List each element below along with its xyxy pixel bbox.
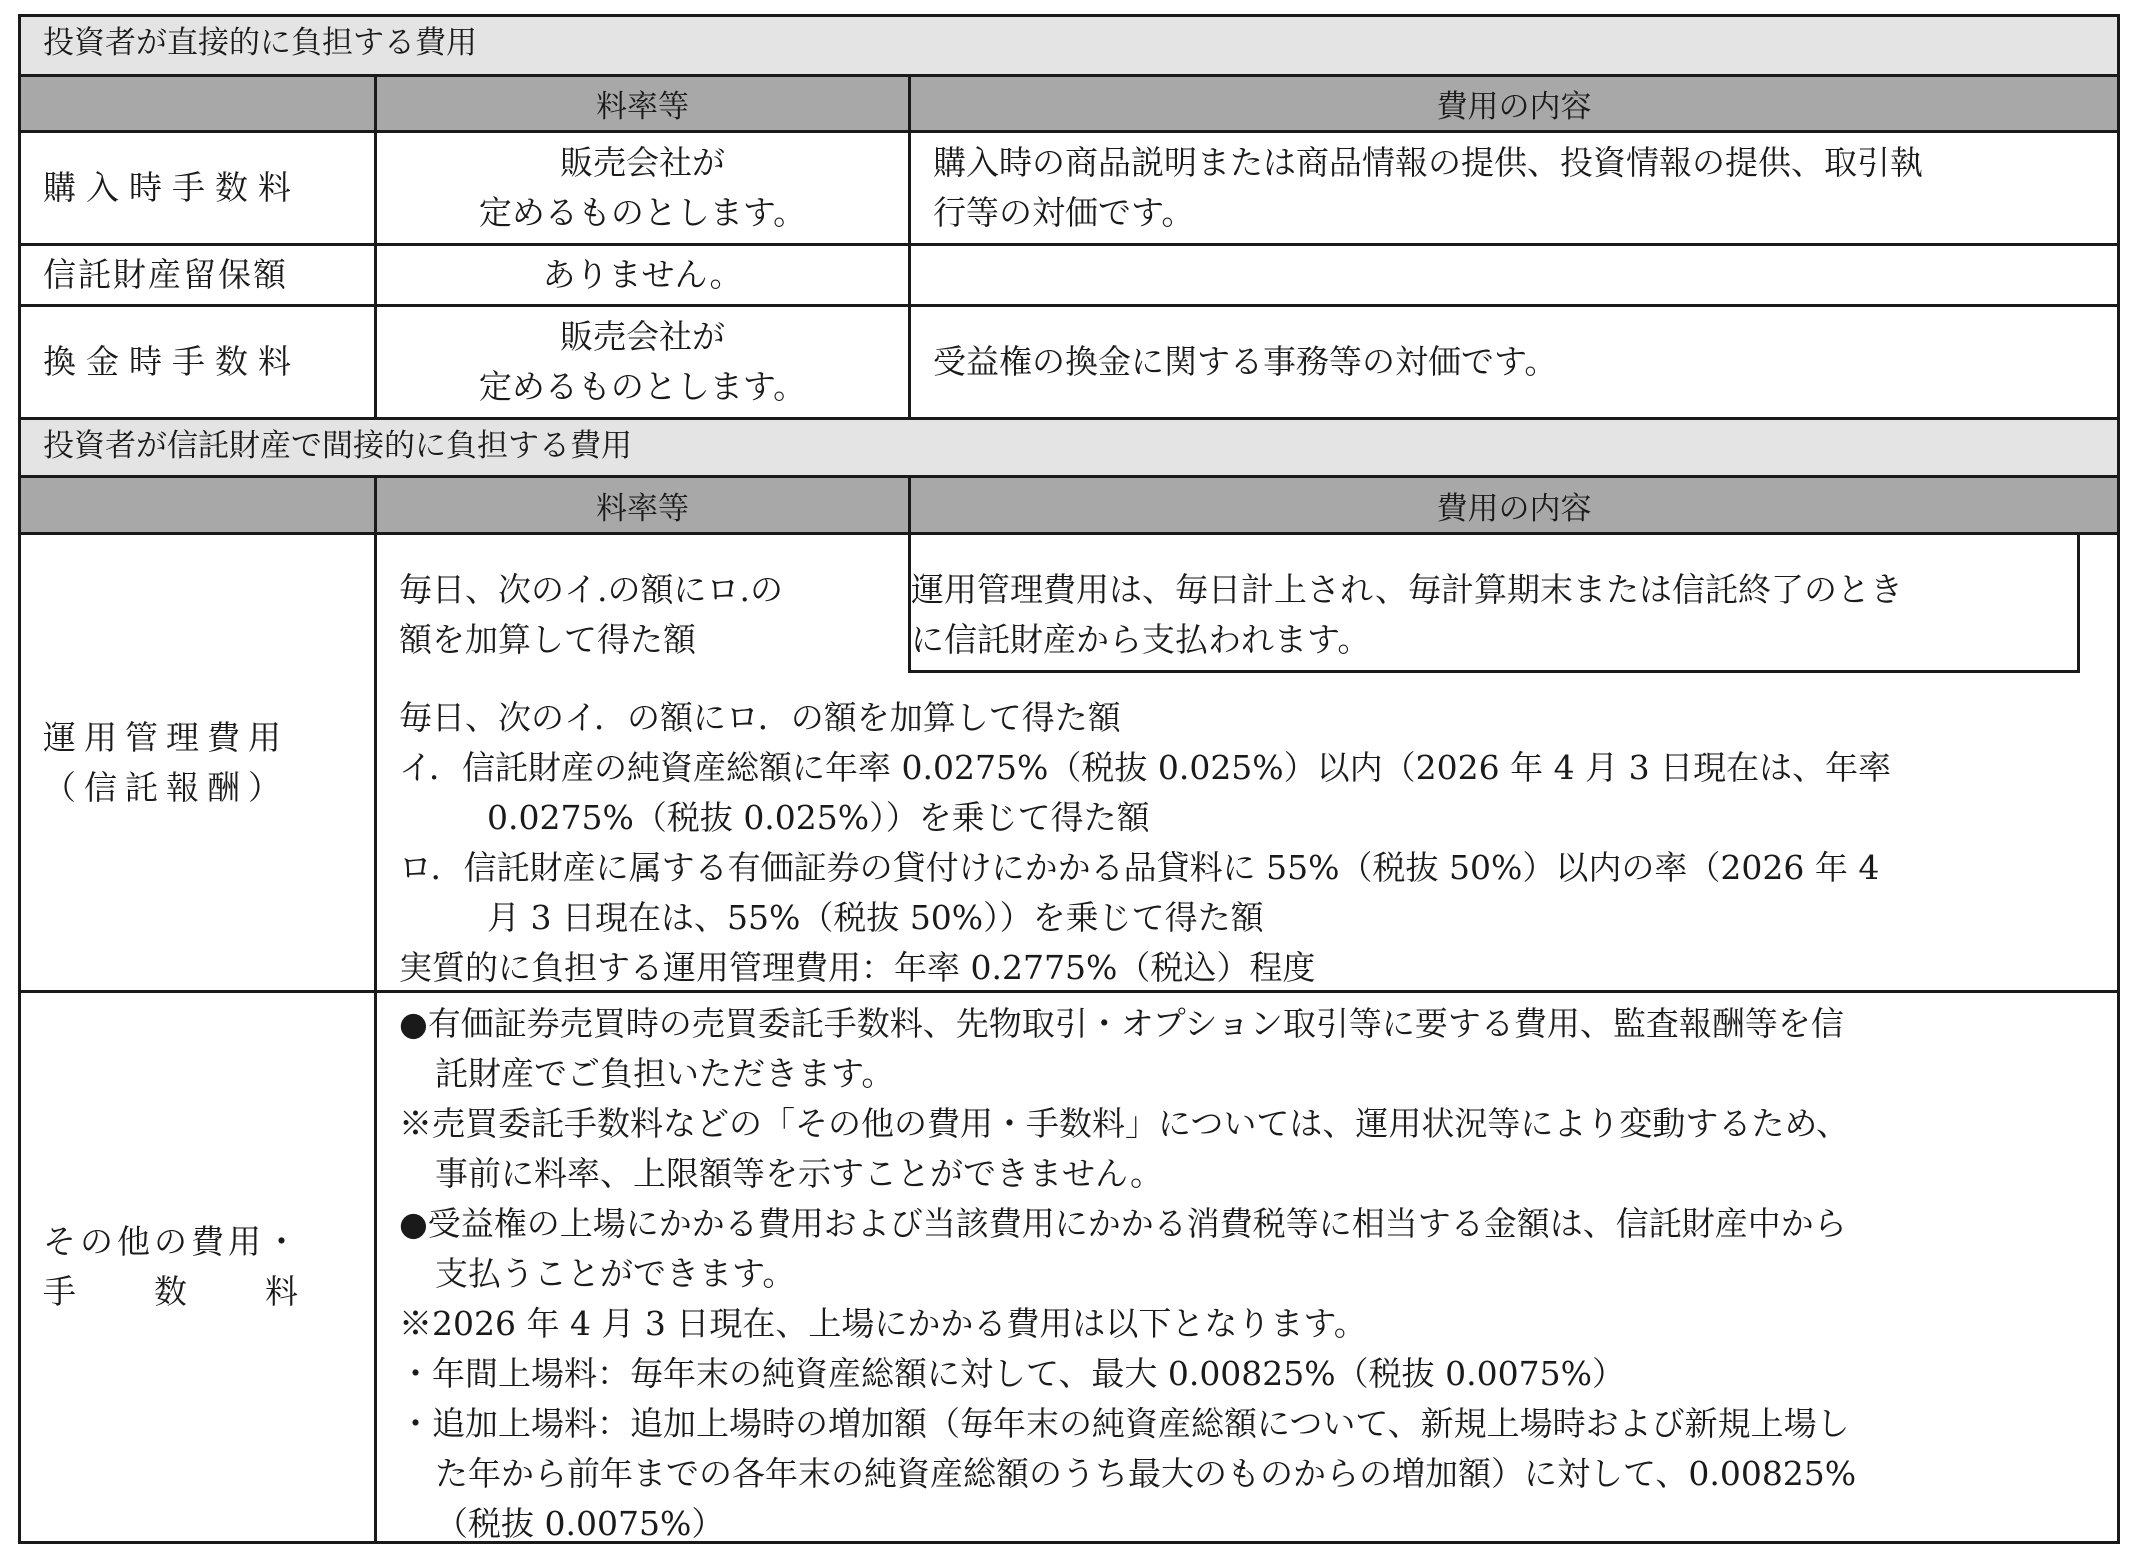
divider: [2077, 532, 2080, 673]
detail-line: 託財産でご負担いただきます。: [435, 1054, 895, 1093]
detail-line: 0.0275%（税抜 0.025%））を乗じて得た額: [487, 798, 1150, 837]
section-title-direct-text: 投資者が直接的に負担する費用: [43, 25, 477, 61]
divider: [908, 475, 911, 673]
row-label-purchase-fee: [21, 133, 374, 243]
desc-line: 購入時の商品説明または商品情報の提供、投資情報の提供、取引執: [933, 143, 1923, 182]
row-label-management-fee: [21, 535, 374, 990]
header-desc-text: 費用の内容: [1436, 89, 1592, 125]
detail-line: ※売買委託手数料などの「その他の費用・手数料」については、運用状況等により変動するため、: [399, 1104, 1850, 1143]
rate-line: 販売会社が: [560, 143, 725, 182]
header-rate-text: 料率等: [596, 490, 689, 527]
header-empty-cell: [21, 478, 374, 532]
fee-table: [18, 14, 2120, 1544]
detail-line: た年から前年までの各年末の純資産総額のうち最大のものからの増加額）に対して、0.00825%: [435, 1454, 1857, 1493]
row-desc-redemption-fee: [911, 307, 2117, 417]
detail-line: ●受益権の上場にかかる費用および当該費用にかかる消費税等に相当する金額は、信託財産中から: [399, 1204, 1847, 1243]
rate-line: 額を加算して得た額: [399, 620, 696, 659]
detail-line: 実質的に負担する運用管理費用：年率 0.2775%（税込）程度: [399, 948, 1316, 987]
detail-line: 事前に料率、上限額等を示すことができません。: [435, 1154, 1163, 1193]
desc-line: に信託財産から支払われます。: [911, 620, 1371, 659]
detail-line: 毎日、次のイ．の額にロ．の額を加算して得た額: [399, 698, 1121, 737]
header-desc: [911, 77, 2117, 130]
section-title-indirect-text: 投資者が信託財産で間接的に負担する費用: [43, 428, 632, 464]
row-label-redemption-fee-text: 換金時手数料: [43, 342, 301, 381]
row-label-management-fee-text: 運用管理費用: [43, 717, 289, 757]
header-rate: [377, 478, 908, 532]
row-desc-purchase-fee: [911, 133, 2117, 243]
desc-line: 運用管理費用は、毎日計上され、毎計算期末または信託終了のとき: [911, 570, 1903, 609]
row-label-retention: [21, 246, 374, 304]
divider: [374, 74, 377, 417]
detail-line: イ．信託財産の純資産総額に年率 0.0275%（税抜 0.025%）以内（2026 年 4 月 3 日現在は、年率: [399, 748, 1892, 787]
rate-line: 定めるものとします。: [478, 367, 807, 406]
management-fee-detail: [377, 693, 2117, 990]
header-desc-text: 費用の内容: [1436, 490, 1592, 527]
detail-line: ・追加上場料：追加上場時の増加額（毎年末の純資産総額について、新規上場時および新規上場し: [399, 1404, 1850, 1443]
row-label-redemption-fee: [21, 307, 374, 417]
row-rate-purchase-fee: [377, 133, 908, 243]
header-rate: [377, 77, 908, 130]
rate-line: 販売会社が: [560, 317, 725, 356]
desc-line: 行等の対価です。: [933, 193, 1195, 232]
section-title-indirect: [21, 420, 2117, 475]
divider: [374, 475, 377, 1541]
detail-line: 支払うことができます。: [435, 1254, 796, 1293]
desc-line: 受益権の換金に関する事務等の対価です。: [933, 342, 1558, 381]
rate-line: ありません。: [542, 255, 743, 294]
detail-line: ※2026 年 4 月 3 日現在、上場にかかる費用は以下となります。: [399, 1304, 1367, 1343]
divider: [908, 74, 911, 417]
header-desc: [911, 478, 2117, 532]
divider: [908, 670, 2080, 673]
row-label-other-fees-text-2: 手 数 料: [43, 1272, 302, 1311]
row-desc-retention: [911, 246, 2117, 304]
row-label-other-fees-text: その他の費用・: [43, 1222, 302, 1261]
detail-line: 月 3 日現在は、55%（税抜 50%））を乗じて得た額: [487, 898, 1264, 937]
row-rate-management-fee: [377, 535, 908, 670]
detail-line: ●有価証券売買時の売買委託手数料、先物取引・オプション取引等に要する費用、監査報酬等を信: [399, 1004, 1844, 1043]
detail-line: ・年間上場料：毎年末の純資産総額に対して、最大 0.00825%（税抜 0.0075%）: [399, 1354, 1625, 1393]
row-label-retention-text: 信託財産留保額: [43, 255, 288, 294]
detail-line: （税抜 0.0075%）: [435, 1504, 725, 1543]
row-label-trust-fee-text: （信託報酬）: [43, 767, 289, 807]
header-rate-text: 料率等: [596, 89, 689, 125]
header-empty-cell: [21, 77, 374, 130]
rate-line: 毎日、次のイ.の額にロ.の: [399, 570, 783, 609]
row-label-purchase-fee-text: 購入時手数料: [43, 168, 301, 207]
detail-line: ロ．信託財産に属する有価証券の貸付けにかかる品貸料に 55%（税抜 50%）以内の率（2026 年 4: [399, 848, 1880, 887]
row-desc-management-fee: [911, 535, 2117, 670]
other-fees-detail: [377, 999, 2117, 1543]
row-rate-retention: [377, 246, 908, 304]
row-label-other-fees: [21, 993, 374, 1541]
row-rate-redemption-fee: [377, 307, 908, 417]
rate-line: 定めるものとします。: [478, 193, 807, 232]
section-title-direct: [21, 17, 2117, 74]
